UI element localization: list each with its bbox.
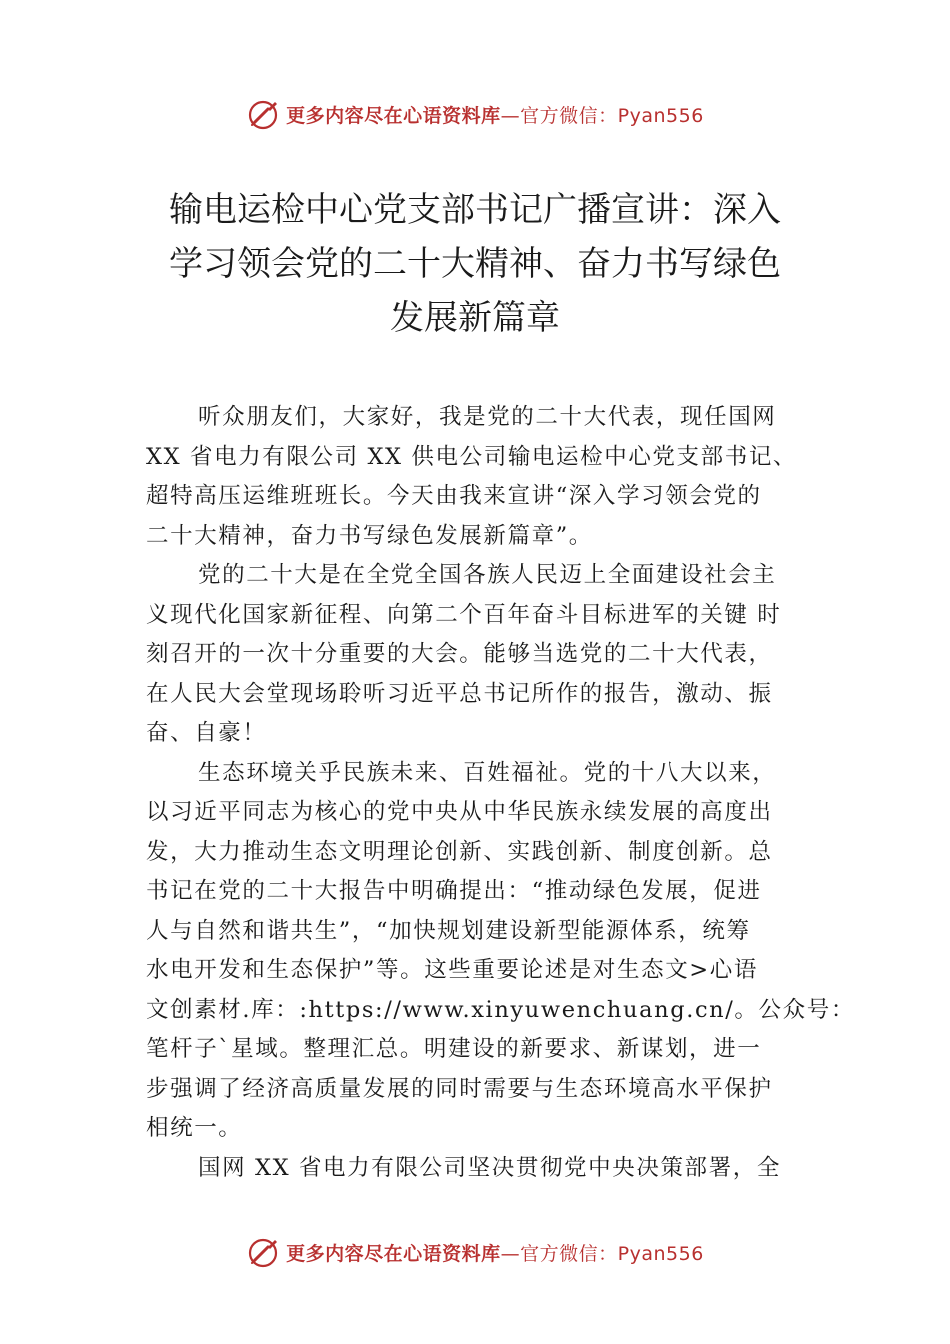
footer-banner <box>0 1230 950 1274</box>
body-line: 笔杆子`星域。整理汇总。明建设的新要求、新谋划，进一 <box>146 1036 762 1062</box>
body-line: 人与自然和谐共生”，“加快规划建设新型能源体系，统筹 <box>146 917 751 944</box>
body-line: 发，大力推动生态文明理论创新、实践创新、制度创新。总 <box>146 838 773 865</box>
body-line: XX 省电力有限公司 XX 供电公司输电运检中心党支部书记、 <box>146 443 798 470</box>
title-line: 输电运检中心党支部书记广播宣讲：深入 <box>169 190 781 230</box>
body-line: 二十大精神，奋力书写绿色发展新篇章”。 <box>146 522 593 549</box>
pen-logo-icon <box>246 96 282 132</box>
pen-logo-icon <box>246 1234 282 1270</box>
banner-site-name: 更多内容尽在心语资料库 <box>286 104 501 127</box>
document-body <box>146 398 855 1188</box>
body-line: 步强调了经济高质量发展的同时需要与生态环境高水平保护 <box>146 1075 773 1102</box>
body-line: 刻召开的一次十分重要的大会。能够当选党的二十大代表， <box>146 641 773 667</box>
body-line: 党的二十大是在全党全国各族人民迈上全面建设社会主 <box>198 562 777 588</box>
body-line: 奋、自豪！ <box>146 720 267 746</box>
body-line: 水电开发和生态保护”等。这些重要论述是对生态文>心语 <box>146 957 758 983</box>
title-line: 发展新篇章 <box>390 298 560 338</box>
body-line: 超特高压运维班班长。今天由我来宣讲“深入学习领会党的 <box>146 483 762 509</box>
body-line: 义现代化国家新征程、向第二个百年奋斗目标进军的关键 时 <box>146 601 782 628</box>
title-line: 学习领会党的二十大精神、奋力书写绿色 <box>169 244 781 284</box>
body-line: 书记在党的二十大报告中明确提出：“推动绿色发展，促进 <box>146 878 762 904</box>
body-line: 生态环境关乎民族未来、百姓福祉。党的十八大以来， <box>198 759 777 786</box>
body-line: 以习近平同志为核心的党中央从中华民族永续发展的高度出 <box>146 799 773 825</box>
body-line: 文创素材.库：:https://www.xinyuwenchuang.cn/。公众号： <box>146 996 855 1023</box>
body-line: 国网 XX 省电力有限公司坚决贯彻党中央决策部署，全 <box>198 1154 781 1181</box>
body-line: 在人民大会堂现场聆听习近平总书记所作的报告，激动、振 <box>146 680 773 707</box>
banner-site-name: 更多内容尽在心语资料库 <box>286 1242 501 1265</box>
header-banner <box>0 92 950 136</box>
banner-wechat-id: —官方微信：Pyan556 <box>500 1242 704 1265</box>
body-line: 听众朋友们，大家好，我是党的二十大代表，现任国网 <box>198 404 777 430</box>
banner-wechat-id: —官方微信：Pyan556 <box>500 104 704 127</box>
document-title <box>90 183 860 345</box>
body-line: 相统一。 <box>146 1115 243 1141</box>
